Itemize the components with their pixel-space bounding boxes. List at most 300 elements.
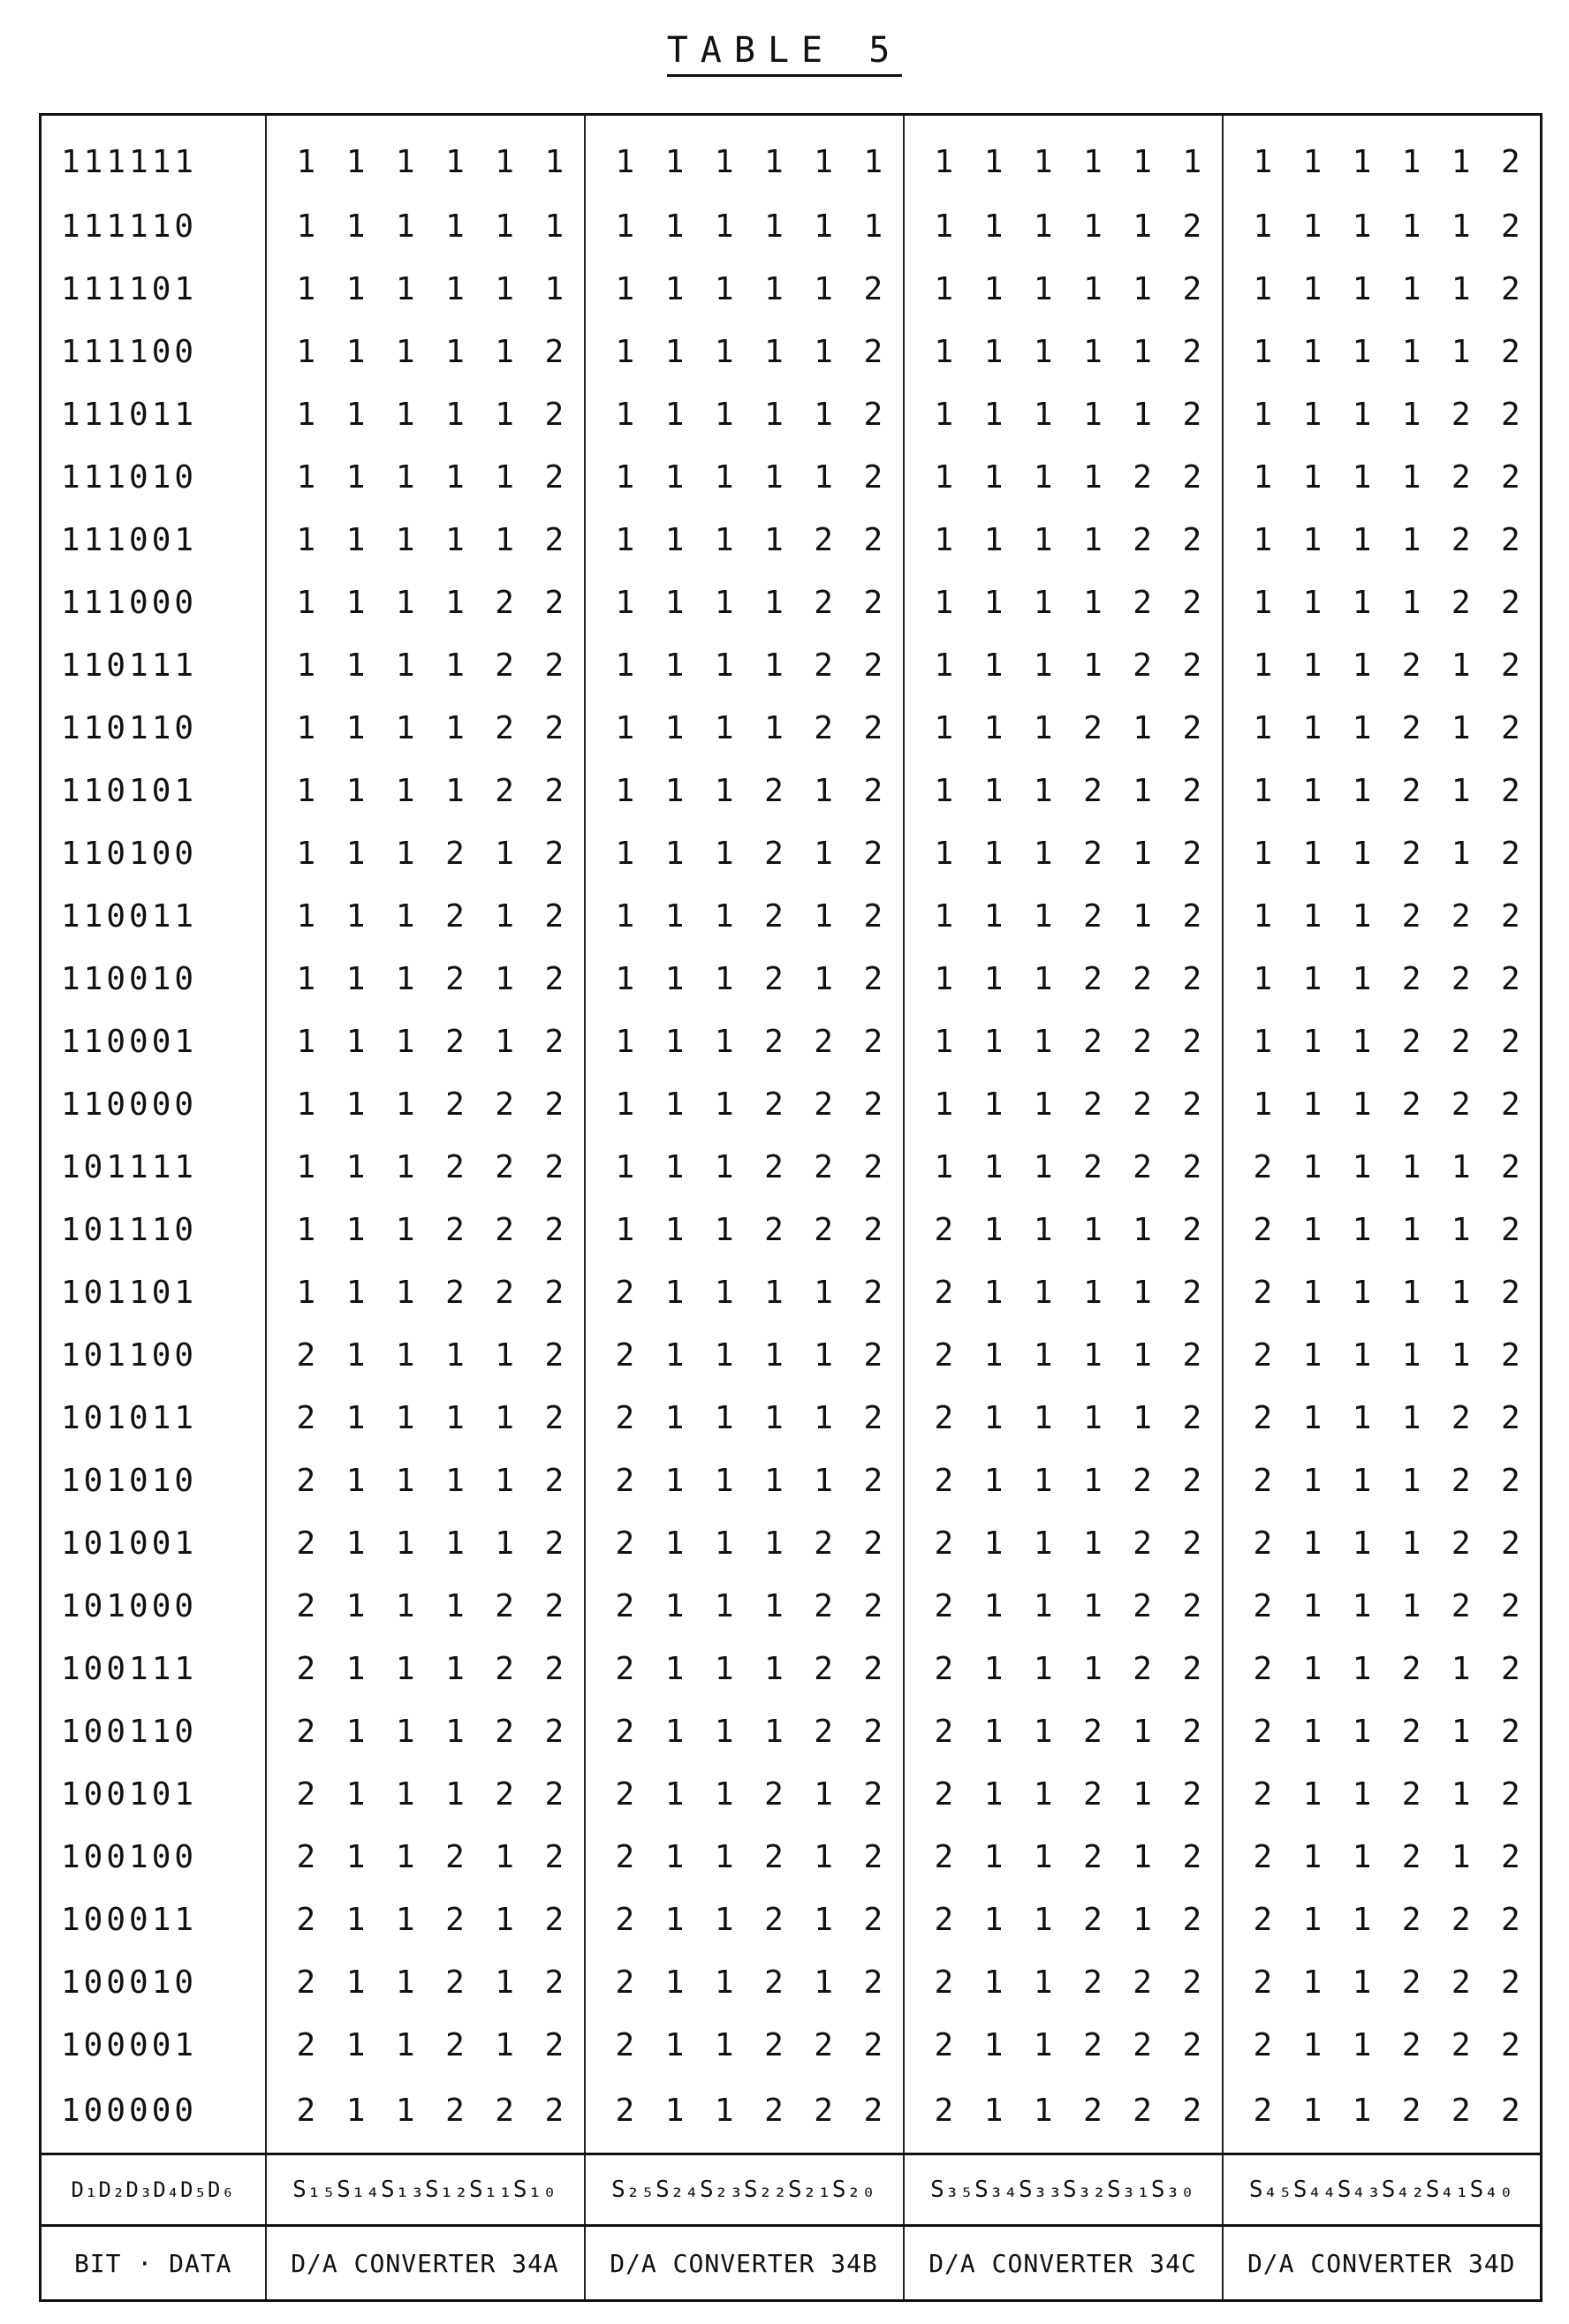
- signal-value: 1: [495, 961, 514, 997]
- signal-value: 2: [863, 1400, 883, 1436]
- signal-value: 1: [1352, 2027, 1372, 2063]
- signal-value: 1: [1302, 522, 1323, 558]
- signal-value: 2: [1182, 1212, 1202, 1248]
- signal-value: 1: [814, 208, 833, 245]
- signal-value: 2: [1083, 1149, 1103, 1185]
- signal-value: 1: [664, 459, 685, 496]
- signal-value: 1: [1451, 1149, 1471, 1185]
- signal-value: 1: [983, 1086, 1004, 1123]
- signal-value: 2: [615, 1525, 635, 1562]
- converter-d-cell: [1223, 948, 1542, 1011]
- signal-value: 1: [495, 397, 514, 433]
- signal-value: 1: [983, 208, 1004, 245]
- signal-value: 1: [664, 710, 685, 746]
- footer-bit-data: BIT · DATA: [41, 2226, 266, 2301]
- signal-value: 2: [863, 1964, 883, 2001]
- signal-value: 1: [1352, 143, 1372, 180]
- signal-value: 1: [764, 397, 784, 433]
- signal-value: 2: [934, 1588, 954, 1624]
- footer-converter-34b: D/A CONVERTER 34B: [585, 2226, 904, 2301]
- signal-value: 2: [544, 1714, 565, 1750]
- signal-value: 1: [1302, 143, 1323, 180]
- signal-value: 2: [934, 1400, 954, 1436]
- table-row: [41, 634, 1542, 697]
- signal-value: 1: [664, 1149, 685, 1185]
- converter-b-cell: [585, 258, 904, 321]
- signal-value: 1: [764, 1400, 784, 1436]
- bit-data-cell: 100010: [41, 1951, 266, 2014]
- signal-value: 1: [714, 1212, 734, 1248]
- signal-value: 1: [1083, 1651, 1103, 1687]
- signal-value: 2: [1500, 522, 1520, 558]
- signal-value: 1: [1083, 397, 1103, 433]
- table-row: [41, 572, 1542, 634]
- signal-value: 1: [1302, 836, 1323, 872]
- signal-value: 2: [1133, 585, 1152, 621]
- signal-value: 1: [814, 898, 833, 935]
- converter-b-cell: [585, 885, 904, 948]
- signal-value: 2: [615, 1337, 635, 1374]
- signal-value: 1: [814, 836, 833, 872]
- bit-data-cell: 100110: [41, 1700, 266, 1763]
- signal-value: 2: [1253, 1902, 1273, 1938]
- signal-value: 1: [764, 1463, 784, 1499]
- signal-value: 1: [934, 961, 954, 997]
- signal-value: 2: [863, 459, 883, 496]
- signal-value: 1: [1033, 271, 1053, 307]
- signal-value: 1: [934, 208, 954, 245]
- converter-d-cell: [1223, 446, 1542, 509]
- converter-d-cell: [1223, 885, 1542, 948]
- signal-value: 2: [544, 1651, 565, 1687]
- signal-value: 1: [1302, 1337, 1323, 1374]
- signal-value: 1: [934, 836, 954, 872]
- signal-value: 1: [495, 271, 514, 307]
- signal-value: 1: [1302, 459, 1323, 496]
- signal-value: 1: [345, 1149, 366, 1185]
- bit-data-cell: 110110: [41, 697, 266, 760]
- signal-value: 1: [814, 1337, 833, 1374]
- signal-value: 1: [345, 1902, 366, 1938]
- signal-value: 1: [1401, 1149, 1421, 1185]
- signal-value: 2: [1182, 1902, 1202, 1938]
- signal-value: 1: [495, 459, 514, 496]
- converter-c-cell: [904, 760, 1223, 822]
- signal-value: 1: [395, 1275, 415, 1311]
- signal-value: 1: [1401, 1463, 1421, 1499]
- signal-value: 1: [934, 334, 954, 370]
- signal-value: 2: [544, 1086, 565, 1123]
- signal-value: 1: [1302, 397, 1323, 433]
- signal-value: 1: [983, 773, 1004, 809]
- signal-value: 1: [1083, 1525, 1103, 1562]
- signal-value: 1: [983, 1337, 1004, 1374]
- converter-c-cell: [904, 1073, 1223, 1136]
- signal-value: 1: [1033, 585, 1053, 621]
- signal-value: 1: [345, 334, 366, 370]
- signal-value: 1: [983, 1776, 1004, 1813]
- signal-value: 2: [863, 2092, 883, 2129]
- table-row: [41, 1387, 1542, 1450]
- converter-b-cell: [585, 1450, 904, 1512]
- signal-value: 1: [863, 143, 883, 180]
- converter-d-cell: [1223, 1826, 1542, 1889]
- converter-c-cell: [904, 634, 1223, 697]
- signal-value: 2: [544, 647, 565, 684]
- signal-value: 2: [863, 1463, 883, 1499]
- signal-value: 1: [1083, 1212, 1103, 1248]
- signal-value: 2: [1401, 1964, 1421, 2001]
- signal-value: 2: [1133, 1024, 1152, 1060]
- signal-value: 2: [445, 961, 465, 997]
- signal-value: 2: [1083, 2092, 1103, 2129]
- signal-value: 1: [395, 334, 415, 370]
- signal-value: 1: [1352, 1024, 1372, 1060]
- signal-value: 2: [1451, 585, 1471, 621]
- signal-value: 1: [615, 1212, 635, 1248]
- signal-value: 1: [615, 1024, 635, 1060]
- signal-value: 1: [1133, 710, 1152, 746]
- signal-value: 1: [445, 271, 465, 307]
- signal-value: 1: [1302, 1839, 1323, 1875]
- signal-value: 2: [934, 2027, 954, 2063]
- table-row: [41, 1450, 1542, 1512]
- signal-value: 1: [615, 647, 635, 684]
- signal-value: 2: [495, 1651, 514, 1687]
- signal-value: 2: [1500, 2092, 1520, 2129]
- signal-value: 1: [983, 2027, 1004, 2063]
- converter-d-cell: [1223, 1575, 1542, 1638]
- signal-value: 1: [1302, 334, 1323, 370]
- signal-value: 1: [983, 1588, 1004, 1624]
- signal-value: 2: [814, 522, 833, 558]
- signal-value: 1: [544, 208, 565, 245]
- signal-value: 2: [863, 1275, 883, 1311]
- converter-c-cell: [904, 1700, 1223, 1763]
- signal-value: 2: [863, 1839, 883, 1875]
- bit-data-cell: 101000: [41, 1575, 266, 1638]
- signal-value: 1: [1253, 397, 1273, 433]
- signal-value: 2: [1451, 1086, 1471, 1123]
- signal-value: 2: [544, 1902, 565, 1938]
- signal-value: 1: [296, 459, 316, 496]
- signal-value: 2: [1500, 1337, 1520, 1374]
- table-body: [41, 115, 1542, 2154]
- signal-value: 1: [1253, 647, 1273, 684]
- converter-d-cell: [1223, 572, 1542, 634]
- converter-d-cell: [1223, 1387, 1542, 1450]
- signal-value: 1: [664, 647, 685, 684]
- signal-value: 1: [296, 271, 316, 307]
- signal-value: 1: [934, 1149, 954, 1185]
- converter-b-cell: [585, 1136, 904, 1199]
- converter-d-cell: [1223, 2077, 1542, 2154]
- converter-a-cell: [266, 1136, 585, 1199]
- signal-value: 1: [814, 271, 833, 307]
- signal-value: 1: [1083, 1275, 1103, 1311]
- converter-a-cell: [266, 1324, 585, 1387]
- signal-value: 1: [983, 710, 1004, 746]
- signal-value: 1: [664, 397, 685, 433]
- signal-value: 2: [1401, 1714, 1421, 1750]
- signal-value: 1: [615, 397, 635, 433]
- table-row: [41, 1700, 1542, 1763]
- signal-value: 1: [296, 522, 316, 558]
- signal-label-34a: S₁₅S₁₄S₁₃S₁₂S₁₁S₁₀: [266, 2154, 585, 2226]
- signal-value: 2: [1182, 271, 1202, 307]
- signal-value: 2: [1133, 1651, 1152, 1687]
- signal-value: 2: [1253, 1839, 1273, 1875]
- signal-value: 2: [1253, 1525, 1273, 1562]
- signal-value: 2: [1451, 1463, 1471, 1499]
- signal-value: 1: [1352, 1651, 1372, 1687]
- table-row: [41, 1199, 1542, 1261]
- signal-value: 2: [445, 2027, 465, 2063]
- signal-value: 1: [345, 2092, 366, 2129]
- signal-value: 1: [445, 334, 465, 370]
- signal-value: 1: [1302, 585, 1323, 621]
- signal-value: 2: [1253, 1149, 1273, 1185]
- signal-value: 2: [1500, 1212, 1520, 1248]
- signal-value: 1: [1451, 1212, 1471, 1248]
- converter-d-cell: [1223, 1638, 1542, 1700]
- signal-value: 2: [1451, 397, 1471, 433]
- signal-value: 2: [1401, 898, 1421, 935]
- signal-value: 1: [495, 2027, 514, 2063]
- signal-value: 1: [664, 585, 685, 621]
- signal-value: 1: [1253, 208, 1273, 245]
- signal-value: 1: [1253, 773, 1273, 809]
- signal-value: 1: [1033, 1839, 1053, 1875]
- signal-value: 2: [1182, 898, 1202, 935]
- converter-d-cell: [1223, 2014, 1542, 2077]
- signal-value: 1: [1352, 1839, 1372, 1875]
- bit-data-cell: 101001: [41, 1512, 266, 1575]
- converter-c-cell: [904, 1763, 1223, 1826]
- signal-value: 1: [983, 334, 1004, 370]
- signal-value: 1: [664, 773, 685, 809]
- signal-value: 1: [495, 1525, 514, 1562]
- converter-b-cell: [585, 1575, 904, 1638]
- signal-value: 2: [495, 1776, 514, 1813]
- signal-value: 2: [1182, 1024, 1202, 1060]
- signal-value: 1: [495, 1964, 514, 2001]
- signal-value: 1: [1401, 1588, 1421, 1624]
- signal-value: 1: [1302, 773, 1323, 809]
- signal-value: 2: [544, 1525, 565, 1562]
- signal-value: 1: [1451, 1714, 1471, 1750]
- signal-value: 2: [445, 898, 465, 935]
- converter-c-cell: [904, 1324, 1223, 1387]
- signal-value: 1: [615, 143, 635, 180]
- signal-value: 2: [1500, 271, 1520, 307]
- signal-value: 1: [714, 2027, 734, 2063]
- signal-value: 1: [1302, 2092, 1323, 2129]
- converter-b-cell: [585, 1700, 904, 1763]
- signal-value: 1: [1253, 1024, 1273, 1060]
- table-row: [41, 1136, 1542, 1199]
- signal-value: 1: [714, 1651, 734, 1687]
- bit-data-cell: 100001: [41, 2014, 266, 2077]
- converter-d-cell: [1223, 1951, 1542, 2014]
- signal-value: 1: [1133, 1839, 1152, 1875]
- signal-value: 2: [863, 1902, 883, 1938]
- signal-value: 1: [395, 1964, 415, 2001]
- signal-value: 1: [1401, 585, 1421, 621]
- converter-b-cell: [585, 383, 904, 446]
- signal-value: 1: [934, 647, 954, 684]
- signal-value: 1: [296, 898, 316, 935]
- converter-b-cell: [585, 446, 904, 509]
- signal-value: 2: [1182, 1525, 1202, 1562]
- signal-value: 1: [1083, 1463, 1103, 1499]
- signal-value: 1: [983, 1400, 1004, 1436]
- signal-value: 1: [1302, 961, 1323, 997]
- signal-value: 2: [1500, 1651, 1520, 1687]
- signal-value: 1: [1083, 585, 1103, 621]
- signal-value: 2: [1451, 2027, 1471, 2063]
- converter-c-cell: [904, 2077, 1223, 2154]
- signal-value: 1: [714, 898, 734, 935]
- signal-value: 1: [615, 271, 635, 307]
- signal-value: 1: [814, 1275, 833, 1311]
- signal-value: 1: [445, 397, 465, 433]
- signal-value: 2: [1083, 1776, 1103, 1813]
- signal-value: 2: [615, 2027, 635, 2063]
- signal-value: 2: [814, 2027, 833, 2063]
- signal-value: 2: [1253, 1212, 1273, 1248]
- table-row: [41, 822, 1542, 885]
- signal-value: 2: [934, 1212, 954, 1248]
- signal-value: 1: [1083, 1337, 1103, 1374]
- signal-value: 1: [445, 522, 465, 558]
- signal-value: 1: [714, 773, 734, 809]
- signal-value: 1: [296, 961, 316, 997]
- converter-d-cell: [1223, 383, 1542, 446]
- signal-value: 1: [1401, 397, 1421, 433]
- signal-value: 1: [934, 397, 954, 433]
- signal-value: 2: [1182, 1839, 1202, 1875]
- signal-value: 1: [1083, 334, 1103, 370]
- signal-value: 2: [296, 1588, 316, 1624]
- signal-value: 1: [1033, 1776, 1053, 1813]
- bit-signal-label: D₁D₂D₃D₄D₅D₆: [41, 2154, 266, 2226]
- signal-value: 2: [296, 1964, 316, 2001]
- signal-label-34b: S₂₅S₂₄S₂₃S₂₂S₂₁S₂₀: [585, 2154, 904, 2226]
- signal-value: 1: [1352, 961, 1372, 997]
- signal-value: 1: [714, 1776, 734, 1813]
- signal-value: 1: [764, 585, 784, 621]
- signal-value: 1: [983, 271, 1004, 307]
- signal-value: 2: [863, 1086, 883, 1123]
- signal-value: 1: [934, 459, 954, 496]
- signal-value: 1: [664, 1212, 685, 1248]
- signal-value: 1: [983, 1463, 1004, 1499]
- signal-value: 1: [714, 459, 734, 496]
- converter-a-cell: [266, 1826, 585, 1889]
- signal-value: 1: [983, 1902, 1004, 1938]
- signal-value: 1: [345, 1588, 366, 1624]
- signal-value: 1: [395, 1337, 415, 1374]
- signal-value: 1: [1352, 334, 1372, 370]
- signal-value: 2: [1451, 1588, 1471, 1624]
- signal-value: 1: [714, 522, 734, 558]
- signal-value: 1: [296, 1149, 316, 1185]
- converter-c-cell: [904, 1199, 1223, 1261]
- signal-value: 2: [615, 1275, 635, 1311]
- table-row: [41, 1261, 1542, 1324]
- signal-value: 2: [863, 1149, 883, 1185]
- signal-value: 1: [296, 334, 316, 370]
- table-row: [41, 1073, 1542, 1136]
- bit-data-cell: 101100: [41, 1324, 266, 1387]
- signal-value: 1: [664, 1588, 685, 1624]
- converter-a-cell: [266, 572, 585, 634]
- converter-a-cell: [266, 1073, 585, 1136]
- signal-value: 2: [1253, 1337, 1273, 1374]
- signal-value: 1: [345, 1525, 366, 1562]
- signal-value: 1: [1253, 271, 1273, 307]
- signal-value: 2: [1133, 459, 1152, 496]
- signal-value: 2: [1182, 2027, 1202, 2063]
- signal-value: 1: [814, 773, 833, 809]
- table-row: [41, 509, 1542, 572]
- signal-value: 1: [764, 143, 784, 180]
- signal-value: 1: [664, 1275, 685, 1311]
- signal-value: 2: [445, 2092, 465, 2129]
- signal-value: 2: [615, 1902, 635, 1938]
- converter-a-cell: [266, 2014, 585, 2077]
- signal-value: 1: [615, 1086, 635, 1123]
- converter-b-cell: [585, 572, 904, 634]
- signal-value: 1: [764, 1588, 784, 1624]
- converter-b-cell: [585, 321, 904, 383]
- signal-value: 1: [1133, 143, 1152, 180]
- signal-value: 1: [1033, 1212, 1053, 1248]
- signal-value: 1: [664, 1902, 685, 1938]
- signal-value: 1: [1352, 522, 1372, 558]
- converter-d-cell: [1223, 760, 1542, 822]
- signal-value: 2: [1500, 961, 1520, 997]
- signal-value: 2: [863, 397, 883, 433]
- signal-value: 1: [1133, 271, 1152, 307]
- signal-value: 1: [814, 459, 833, 496]
- converter-b-cell: [585, 1261, 904, 1324]
- signal-value: 2: [615, 1400, 635, 1436]
- signal-value: 1: [345, 1463, 366, 1499]
- converter-b-cell: [585, 1763, 904, 1826]
- signal-value: 2: [1133, 2027, 1152, 2063]
- converter-b-cell: [585, 1387, 904, 1450]
- signal-value: 2: [863, 1651, 883, 1687]
- signal-value: 1: [395, 1651, 415, 1687]
- signal-value: 2: [1182, 1275, 1202, 1311]
- signal-value: 1: [395, 1024, 415, 1060]
- signal-value: 2: [1253, 1400, 1273, 1436]
- signal-value: 2: [1500, 1714, 1520, 1750]
- signal-value: 1: [615, 208, 635, 245]
- bit-data-cell: 111110: [41, 195, 266, 258]
- signal-value: 1: [983, 1149, 1004, 1185]
- converter-d-cell: [1223, 321, 1542, 383]
- signal-value: 2: [1133, 961, 1152, 997]
- signal-value: 1: [495, 1902, 514, 1938]
- signal-value: 2: [814, 2092, 833, 2129]
- signal-value: 1: [395, 836, 415, 872]
- signal-value: 1: [445, 1588, 465, 1624]
- signal-value: 1: [1352, 459, 1372, 496]
- signal-value: 1: [345, 397, 366, 433]
